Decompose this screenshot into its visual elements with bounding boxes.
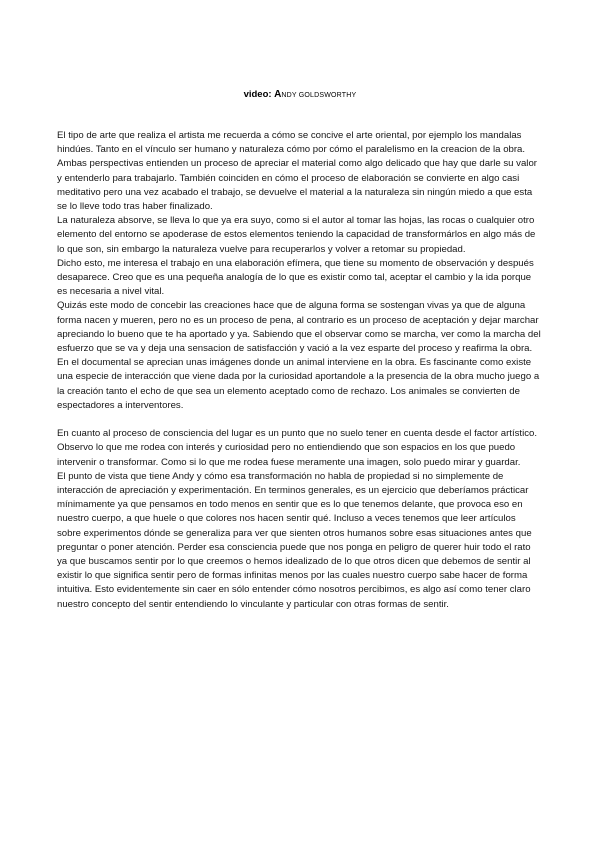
document-title	[0, 88, 600, 102]
paragraph-4: Quizás este modo de concebir las creaciones hace que de alguna forma se sostengan vivas ya que de alguna forma nacen y mueren, pero no es un proceso de pena, al contrario es un proceso de aceptación y dejar marchar apreciando lo bueno que te ha aportado y ya. Sabiendo que el observar como se marcha, ver como la marcha del esfuerzo que se va y deja una sensacion de satisfacción y vació a la vez esparte del proceso y reafirma la obra.	[57, 300, 541, 355]
paragraph-1: El tipo de arte que realiza el artista me recuerda a cómo se concive el arte oriental, por ejemplo los mandalas hindúes. Tanto en el vínculo ser humano y naturaleza cómo por cómo el paralelismo en la creacion de la obra. Ambas perspectivas entienden un proceso de apreciar el material como algo delicado que hay que darle su valor y entenderlo para trabajarlo. También coinciden en cómo el proceso de elaboración se convierte en algo casi meditativo pero una vez acabado el trabajo, se devuelve el material a la naturaleza sin ningún miedo a que esta se lo lleve todo tras haber finalizado.	[57, 130, 537, 213]
paragraph-2: La naturaleza absorve, se lleva lo que ya era suyo, como si el autor al tomar las hojas, las rocas o cualquier otro elemento del entorno se apoderase de estos elementos teniendo la capacidad de transformárlos en algo más de lo que son, sin embargo la naturaleza vuelve para recuperarlos y volver a retomar su propiedad.	[57, 215, 536, 255]
paragraph-7: El punto de vista que tiene Andy y cómo esa transformación no habla de propiedad si no simplemente de interacción de apreciación y experimentación. En terminos generales, es un ejercicio que deberíamos prácticar mínimamente ya que pensamos en todo menos en sentir que es lo que tenemos delante, que provoca eso en nuestro cuerpo, a que huele o que colores nos hacen sentir qué. Incluso a veces tenemos que leer artículos sobre experimentos dónde se generaliza para ver que sienten otros humanos sobre esas situaciones antes que preguntar o poner atención. Perder esa consciencia puede que nos ponga en peligro de querer huir todo el rato ya que buscamos sentir por lo que creemos o hemos idealizado de lo que otros dicen que debemos de sentir al existir lo que significa sentir pero de formas infinitas menos por las cuales nuestro cuerpo sabe hacer de forma intuitiva. Esto evidentemente sin caer en sólo entender cómo nosotros percibimos, es algo así como tener claro nuestro concepto del sentir entendiendo lo vinculante y particular con otras formas de sentir.	[57, 470, 532, 610]
title-prefix: video:	[243, 89, 272, 100]
title-initial: A	[274, 89, 282, 100]
document-body	[57, 129, 541, 612]
paragraph-6: En cuanto al proceso de consciencia del lugar es un punto que no suelo tener en cuenta desde el factor artístico. Observo lo que me rodea con interés y curiosidad pero no entiendiendo que son espacios en los que puedo intervenir o transformar. Como si lo que me rodea fuese meramente una imagen, solo puedo mirar y guardar.	[57, 428, 538, 468]
paragraph-3: Dicho esto, me interesa el trabajo en una elaboración efímera, que tiene su momento de observación y después desaparece. Creo que es una pequeña analogía de lo que es existir como tal, aceptar el cambio y la ida porque es necesaria a nivel vital.	[57, 257, 534, 298]
paragraph-5: En el documental se aprecian unas imágenes donde un animal interviene en la obra. Es fascinante como existe una especie de interacción que viene dada por la curiosidad aportandole a la presencia de la obra mucho juego a la creación tanto el echo de que sea un elemento aceptado como de rechazo. Los animales se convierten de espectadores a interventores.	[57, 357, 540, 411]
title-name: NDY GOLDSWORTHY	[281, 92, 357, 99]
